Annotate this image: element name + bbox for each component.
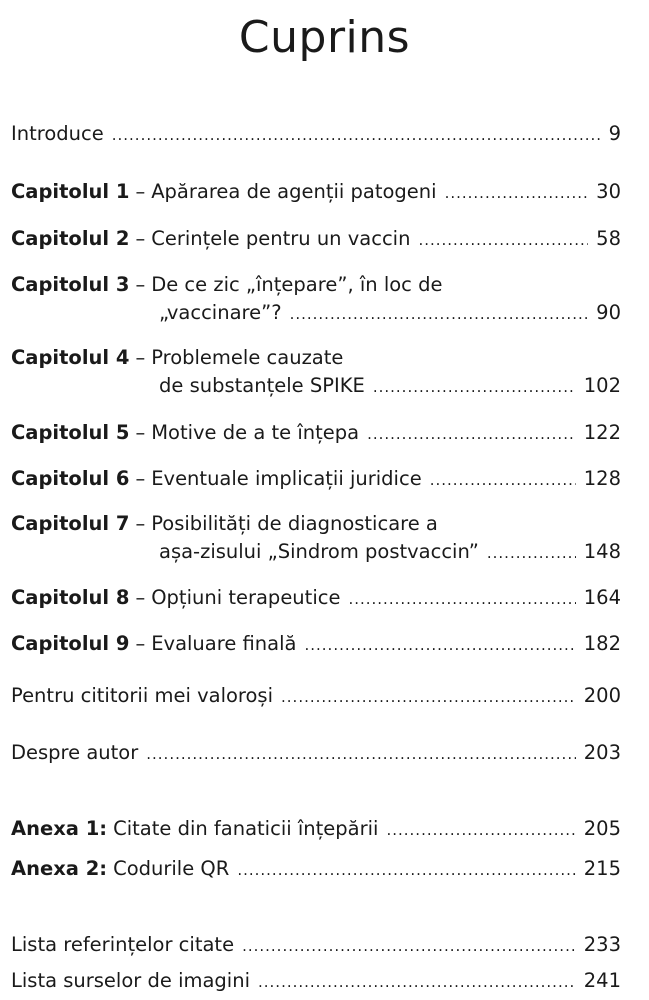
toc-entry-chapter-2[interactable] [11,225,621,253]
entry-text: Apărarea de agenții patogeni [151,180,437,203]
entry-text: Despre autor [11,741,139,764]
entry-text: Lista referințelor citate [11,933,235,956]
page-number: 233 [583,933,621,956]
toc-entry-chapter-5[interactable] [11,419,621,447]
separator: – [135,227,146,250]
page-title: Cuprins [238,12,411,63]
toc-entry-chapter-4-cont[interactable] [159,372,621,400]
page-number: 102 [583,374,621,397]
separator: – [135,346,146,369]
separator: – [135,421,146,444]
page-number: 9 [608,122,621,145]
entry-text: Problemele cauzate [151,346,344,369]
dot-leader [258,968,576,996]
entry-text: Evaluare finală [151,632,297,655]
toc-entry-annex-2[interactable] [11,855,621,883]
dot-leader [386,816,575,844]
entry-text: Eventuale implicații juridice [151,467,422,490]
chapter-label: Capitolul 3 [11,273,130,296]
toc-entry-chapter-1[interactable] [11,178,621,206]
entry-text: Posibilități de diagnosticare a [151,512,438,535]
page-number: 205 [583,817,621,840]
page-number: 122 [583,421,621,444]
dot-leader [242,932,576,960]
separator: – [135,512,146,535]
toc-entry-chapter-7-cont[interactable] [159,538,621,566]
toc-entry-references[interactable] [11,931,621,959]
entry-text: De ce zic „înțepare”, în loc de [151,273,443,296]
entry-text: Codurile QR [113,857,230,880]
chapter-label: Capitolul 2 [11,227,130,250]
chapter-label: Capitolul 5 [11,421,130,444]
annex-label: Anexa 2: [11,857,108,880]
separator: – [135,467,146,490]
toc-entry-chapter-3-cont[interactable] [159,299,621,327]
entry-text-line2: „vaccinare”? [159,301,282,324]
toc-entry-introduction[interactable] [11,120,621,148]
page-number: 164 [583,586,621,609]
chapter-label: Capitolul 4 [11,346,130,369]
entry-text: Cerințele pentru un vaccin [151,227,411,250]
separator: – [135,632,146,655]
dot-leader [146,740,576,768]
entry-text-line2: așa-zisului „Sindrom postvaccin” [159,540,479,563]
page-number: 182 [583,632,621,655]
toc-entry-chapter-4[interactable] [11,344,621,372]
entry-text-line2: de substanțele SPIKE [159,374,365,397]
entry-text: Motive de a te înțepa [151,421,360,444]
entry-text: Lista surselor de imagini [11,969,250,992]
toc-entry-chapter-7[interactable] [11,510,621,538]
entry-text: Introduce [11,122,104,145]
entry-text: Citate din fanaticii înțepării [113,817,379,840]
page-number: 30 [596,180,621,203]
dot-leader [112,121,601,149]
dot-leader [367,420,576,448]
separator: – [135,180,146,203]
toc-entry-image-sources[interactable] [11,967,621,995]
page-number: 215 [583,857,621,880]
entry-text: Opțiuni terapeutice [151,586,341,609]
page-number: 203 [583,741,621,764]
page-number: 200 [583,684,621,707]
dot-leader [445,179,589,207]
toc-entry-annex-1[interactable] [11,815,621,843]
page-number: 58 [596,227,621,250]
dot-leader [487,539,576,567]
dot-leader [304,631,575,659]
dot-leader [418,226,588,254]
dot-leader [348,585,575,613]
annex-label: Anexa 1: [11,817,108,840]
dot-leader [281,683,576,711]
dot-leader [290,300,589,328]
dot-leader [237,856,575,884]
page-number: 128 [583,467,621,490]
page-number: 241 [583,969,621,992]
separator: – [135,273,146,296]
chapter-label: Capitolul 1 [11,180,130,203]
toc-entry-chapter-6[interactable] [11,465,621,493]
chapter-label: Capitolul 9 [11,632,130,655]
chapter-label: Capitolul 7 [11,512,130,535]
dot-leader [430,466,576,494]
page-number: 90 [596,301,621,324]
chapter-label: Capitolul 6 [11,467,130,490]
toc-entry-chapter-8[interactable] [11,584,621,612]
toc-entry-readers[interactable] [11,682,621,710]
separator: – [135,586,146,609]
chapter-label: Capitolul 8 [11,586,130,609]
entry-text: Pentru cititorii mei valoroși [11,684,274,707]
page-number: 148 [583,540,621,563]
dot-leader [373,373,576,401]
toc-entry-author[interactable] [11,739,621,767]
toc-entry-chapter-3[interactable] [11,271,621,299]
toc-entry-chapter-9[interactable] [11,630,621,658]
